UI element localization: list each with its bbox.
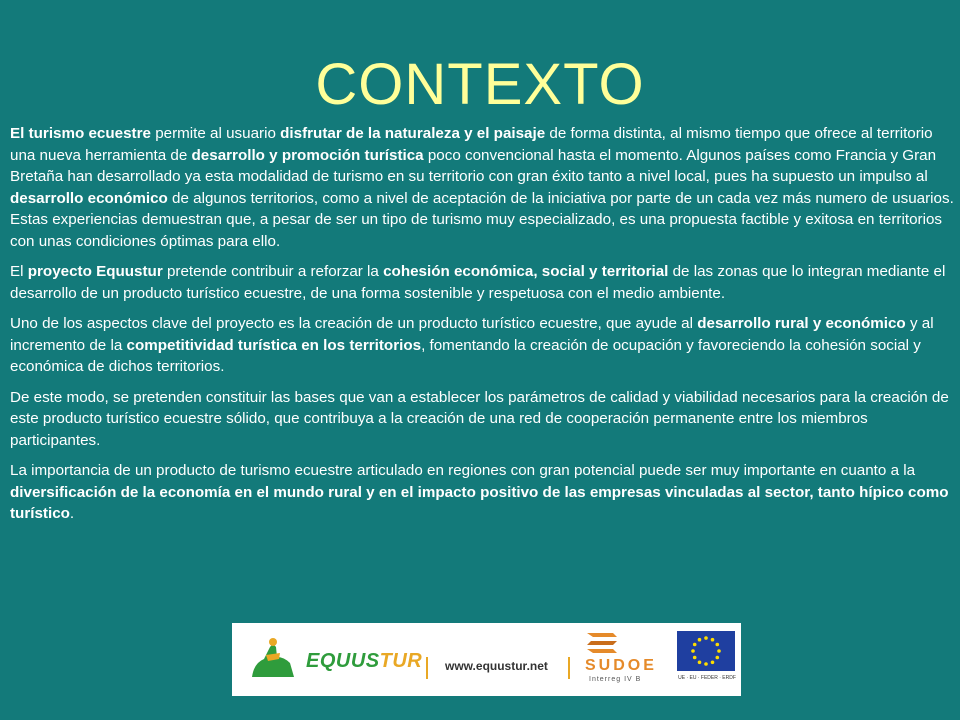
eu-star	[698, 661, 702, 665]
text-run: De este modo, se pretenden constituir las bases que van a establecer los parámetros de calidad y viabilidad necesarios para la creación de este producto turístico ecuestre sólido, que contribuya a la creación de una red de cooperación permanente entre los miembros participantes.	[10, 388, 949, 449]
partner-logo-bar	[232, 623, 741, 696]
eu-star	[711, 661, 715, 665]
paragraph-5	[10, 460, 955, 525]
highlight-text: competitividad turística en los territorios	[126, 336, 422, 354]
highlight-text: desarrollo económico	[10, 189, 168, 207]
body-text	[10, 123, 955, 534]
eu-star	[711, 638, 715, 642]
text-run: pretende contribuir a reforzar la	[162, 263, 384, 280]
paragraph-3	[10, 313, 955, 378]
eu-star	[698, 638, 702, 642]
text-run: .	[69, 505, 75, 522]
eu-star	[693, 643, 697, 647]
equustur-logo-accent: TUR	[379, 650, 423, 672]
eu-star	[704, 662, 708, 666]
eu-flag-icon	[677, 631, 735, 671]
highlight-text: El turismo ecuestre	[10, 125, 151, 142]
eu-star	[693, 656, 697, 660]
highlight-text: diversificación de la economía en el mundo rural y en el impacto positivo de las empresas vinculadas al sector, tanto hípico como turístico	[10, 483, 949, 522]
eu-star	[691, 649, 695, 653]
eu-star	[716, 643, 720, 647]
text-run: de las zonas que lo integran mediante el desarrollo de un producto turístico ecuestre, de una forma sostenible y respetuosa con el medio ambiente.	[10, 263, 946, 302]
text-run: La importancia de un producto de turismo ecuestre articulado en regiones con gran potencial puede ser muy importante en cuanto a la	[10, 462, 916, 479]
text-run: permite al usuario	[150, 125, 281, 142]
eu-caption: UE · EU · FEDER · ERDF	[678, 675, 736, 681]
paragraph-2	[10, 261, 955, 304]
highlight-text: desarrollo rural y económico	[697, 315, 906, 332]
highlight-text: disfrutar de la naturaleza y el paisaje	[280, 125, 546, 142]
highlight-text: cohesión económica, social y territorial	[383, 263, 669, 280]
sudoe-mark-icon	[583, 629, 623, 657]
logo-divider	[426, 657, 428, 679]
equustur-rider-icon	[246, 633, 304, 685]
paragraph-4	[10, 387, 955, 452]
text-run: , fomentando la creación de ocupación y favoreciendo la cohesión social y económica de dichos territorios.	[10, 336, 921, 375]
eu-star	[717, 649, 721, 653]
website-link[interactable]: www.equustur.net	[445, 659, 548, 673]
equustur-logo-main: EQUUS	[306, 650, 380, 672]
text-run: y al incremento de la	[10, 315, 934, 354]
sudoe-subtitle: Interreg IV B	[589, 676, 642, 683]
text-run: Uno de los aspectos clave del proyecto es la creación de un producto turístico ecuestre, que ayude al	[10, 315, 698, 332]
highlight-text: desarrollo y promoción turística	[191, 146, 424, 164]
sudoe-logo: SUDOE	[585, 657, 657, 674]
slide-title: CONTEXTO	[315, 52, 645, 117]
eu-star	[716, 656, 720, 660]
text-run: El	[10, 263, 28, 280]
paragraph-1	[10, 123, 955, 252]
equustur-logo-text	[306, 650, 422, 673]
highlight-text: proyecto Equustur	[27, 263, 163, 280]
text-run: de algunos territorios, como a nivel de aceptación de la iniciativa por parte de un cada vez más numero de usuarios. Estas experiencias demuestran que, a pesar de ser un tipo de turismo muy especializado, es una propuesta factible y exitosa en territorios con unas condiciones óptimas para ello.	[10, 189, 954, 250]
logo-divider	[568, 657, 570, 679]
eu-star	[704, 636, 708, 640]
text-run: poco convencional hasta el momento. Algunos países como Francia y Gran Bretaña han desarrollado ya esta modalidad de turismo en su territorio con gran éxito tanto a nivel local, pues ha supuesto un impulso al	[10, 146, 937, 185]
text-run: de forma distinta, al mismo tiempo que ofrece al territorio una nueva herramienta de	[10, 125, 933, 164]
